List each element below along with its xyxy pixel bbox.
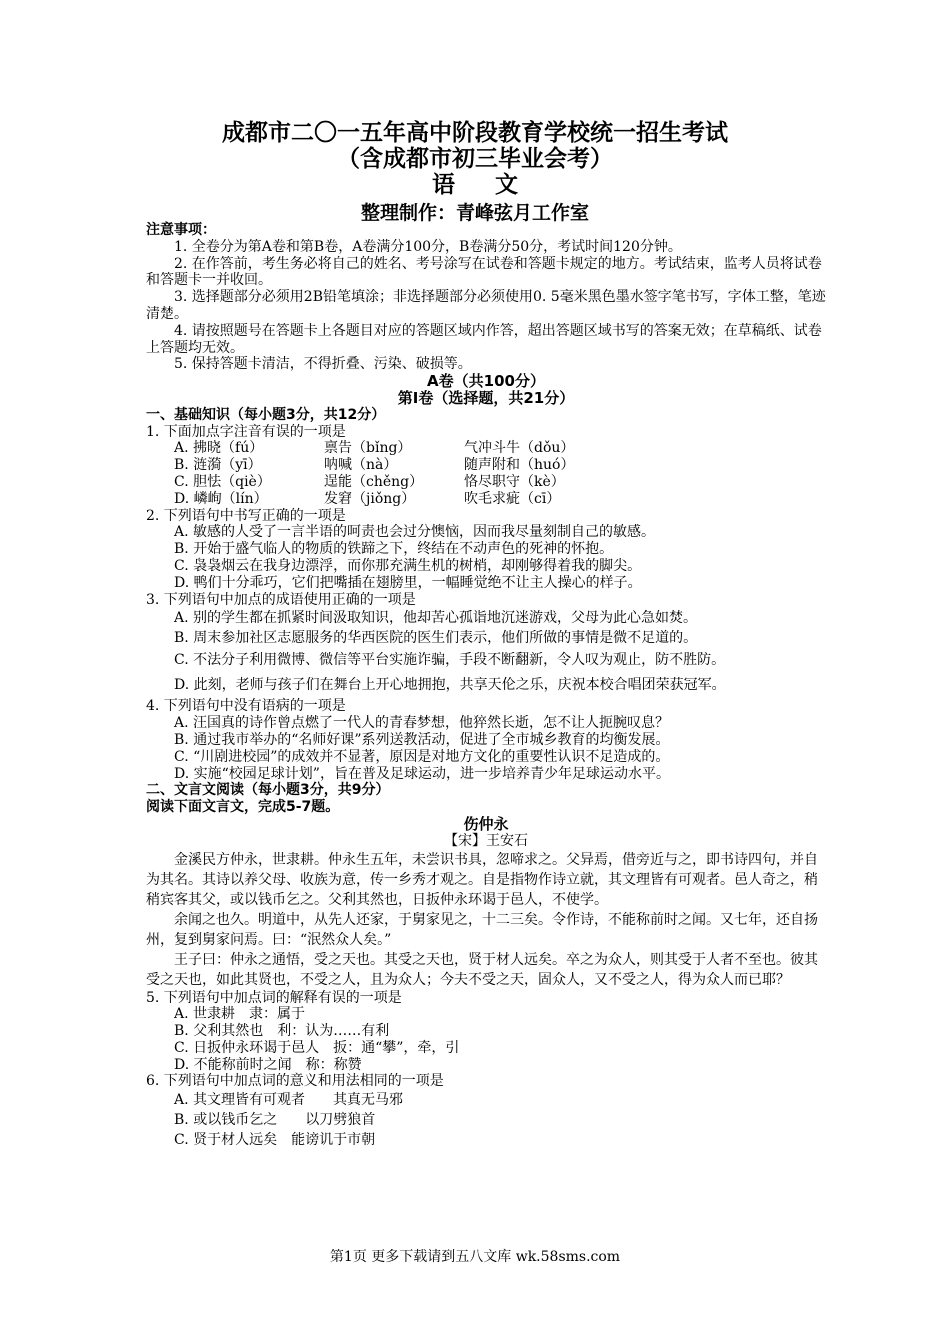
q2-option: D. 鸭们十分乖巧，它们把嘴插在翅膀里，一幅睡觉绝不让主人操心的样子。 [174, 574, 642, 591]
q1-word: C. 胆怯（qiè） [174, 473, 271, 490]
q6-stem: 6. 下列语句中加点词的意义和用法相同的一项是 [146, 1073, 444, 1090]
q1-word: D. 嶙峋（lín） [174, 490, 268, 507]
q1-word: 呐喊（nà） [324, 457, 398, 474]
q4-option: A. 汪国真的诗作曾点燃了一代人的青春梦想，他猝然长逝，怎不让人扼腕叹息？ [174, 715, 670, 732]
exam-title: 成都市二〇一五年高中阶段教育学校统一招生考试 [222, 120, 728, 146]
section2-intro: 阅读下面文言文，完成5-7题。 [146, 799, 340, 816]
notice-heading: 注意事项： [146, 222, 216, 238]
page-footer: 第1页 更多下载请到五八文库 wk.58sms.com [329, 1249, 621, 1265]
q1-stem: 1. 下面加点字注音有误的一项是 [146, 423, 346, 440]
q5-option: A. 世隶耕 隶：属于 [174, 1006, 306, 1023]
passage-paragraph: 王子曰：仲永之通悟，受之天也。其受之天也，贤于材人远矣。卒之为众人，则其受于人者不至也。彼其受之天也，如此其贤也，不受之人，且为众人；今夫不受之天，固众人，又不受之人，得为众人而已耶？ [146, 951, 818, 988]
passage-paragraph: 余闻之也久。明道中，从先人还家，于舅家见之，十二三矣。令作诗，不能称前时之闻。又七年，还自扬州，复到舅家问焉。曰：“泯然众人矣。” [146, 911, 818, 948]
q4-stem: 4. 下列语句中没有语病的一项是 [146, 698, 346, 715]
q3-option: B. 周末参加社区志愿服务的华西医院的医生们表示，他们所做的事情是微不足道的。 [174, 630, 698, 647]
paper-a-heading: A卷（共100分） [427, 372, 545, 391]
producer-line: 整理制作：青峰弦月工作室 [360, 202, 589, 224]
q1-word: 恪尽职守（kè） [464, 473, 565, 490]
q2-option: B. 开始于盛气临人的物质的铁蹄之下，终结在不动声色的死神的怀抱。 [174, 541, 614, 558]
section1-heading: 一、基础知识（每小题3分，共12分） [146, 406, 386, 423]
notice-item: 2. 在作答前，考生务必将自己的姓名、考号涂写在试卷和答题卡规定的地方。考试结束，监考人员将试卷和答题卡一并收回。 [146, 255, 822, 289]
notice-item: 3. 选择题部分必须用2B铅笔填涂；非选择题部分必须使用0. 5毫米黑色墨水签字笔书写，字体工整，笔迹清楚。 [146, 289, 826, 322]
q2-stem: 2. 下列语句中书写正确的一项是 [146, 507, 346, 524]
section2-heading: 二、文言文阅读（每小题3分，共9分） [146, 782, 390, 799]
q1-word: 发窘（jiǒng） [324, 490, 416, 507]
q4-option: D. 实施“校园足球计划”，旨在普及足球运动，进一步培养青少年足球运动水平。 [174, 765, 670, 782]
q4-option: C. “川剧进校园”的成效并不显著，原因是对地方文化的重要性认识不足造成的。 [174, 748, 670, 765]
notice-item: 1. 全卷分为第A卷和第B卷，A卷满分100分，B卷满分50分，考试时间120分钟。 [174, 238, 682, 255]
q1-option-row [146, 491, 826, 508]
q3-stem: 3. 下列语句中加点的成语使用正确的一项是 [146, 591, 416, 608]
q1-word: 随声附和（huó） [464, 457, 575, 474]
q5-stem: 5. 下列语句中加点词的解释有误的一项是 [146, 989, 402, 1006]
notice-item: 4. 请按照题号在答题卡上各题目对应的答题区域内作答，超出答题区域书写的答案无效；在草稿纸、试卷上答题均无效。 [146, 322, 822, 356]
q6-option: A. 其文理皆有可观者 其真无马邪 [174, 1092, 404, 1109]
subject-title: 语文 [432, 172, 558, 198]
q1-option-row [146, 457, 826, 474]
q1-word: 禀告（bǐng） [324, 440, 412, 457]
q1-option-row [146, 474, 826, 491]
exam-content [146, 222, 826, 1150]
passage-author: 【宋】王安石 [444, 832, 528, 849]
exam-subtitle: （含成都市初三毕业会考） [337, 146, 613, 172]
notice-item: 5. 保持答题卡清洁，不得折叠、污染、破损等。 [174, 356, 472, 373]
q4-option: B. 通过我市举办的“名师好课”系列送教活动，促进了全市城乡教育的均衡发展。 [174, 731, 670, 748]
q1-option-row [146, 440, 826, 457]
q1-word: 气冲斗牛（dǒu） [464, 440, 575, 457]
q1-word: B. 涟漪（yī） [174, 457, 262, 474]
q6-option: C. 贤于材人远矣 能谤讥于市朝 [174, 1132, 376, 1149]
q5-option: C. 日扳仲永环谒于邑人 扳：通“攀”，牵，引 [174, 1039, 460, 1056]
part1-heading: 第Ⅰ卷（选择题，共21分） [397, 388, 575, 407]
q5-option: D. 不能称前时之闻 称：称赞 [174, 1056, 362, 1073]
q3-option: D. 此刻，老师与孩子们在舞台上开心地拥抱，共享天伦之乐，庆祝本校合唱团荣获冠军。 [174, 677, 726, 694]
q2-option: C. 袅袅烟云在我身边漂浮，而你那充满生机的树梢，却刚够得着我的脚尖。 [174, 557, 642, 574]
q2-option: A. 敏感的人受了一言半语的呵责也会过分懊恼，因而我尽量刻制自己的敏感。 [174, 524, 656, 541]
passage-title: 伤仲永 [463, 814, 509, 833]
q5-option: B. 父利其然也 利：认为……有利 [174, 1023, 390, 1040]
q1-word: 吹毛求疵（cī） [464, 490, 561, 507]
q1-word: 逞能（chěng） [324, 473, 424, 490]
q3-option: A. 别的学生都在抓紧时间汲取知识，他却苦心孤诣地沉迷游戏，父母为此心急如焚。 [174, 610, 698, 627]
q3-option: C. 不法分子利用微博、微信等平台实施诈骗，手段不断翻新，令人叹为观止，防不胜防。 [174, 652, 726, 669]
q1-word: A. 拂晓（fú） [174, 440, 264, 457]
passage-paragraph: 金溪民方仲永，世隶耕。仲永生五年，未尝识书具，忽啼求之。父异焉，借旁近与之，即书诗四句，并自为其名。其诗以养父母、收族为意，传一乡秀才观之。自是指物作诗立就，其文理皆有可观者。邑人奇之，稍稍宾客其父，或以钱币乞之。父利其然也，日扳仲永环谒于邑人，不使学。 [146, 851, 818, 908]
q6-option: B. 或以钱币乞之 以刀劈狼首 [174, 1112, 376, 1129]
